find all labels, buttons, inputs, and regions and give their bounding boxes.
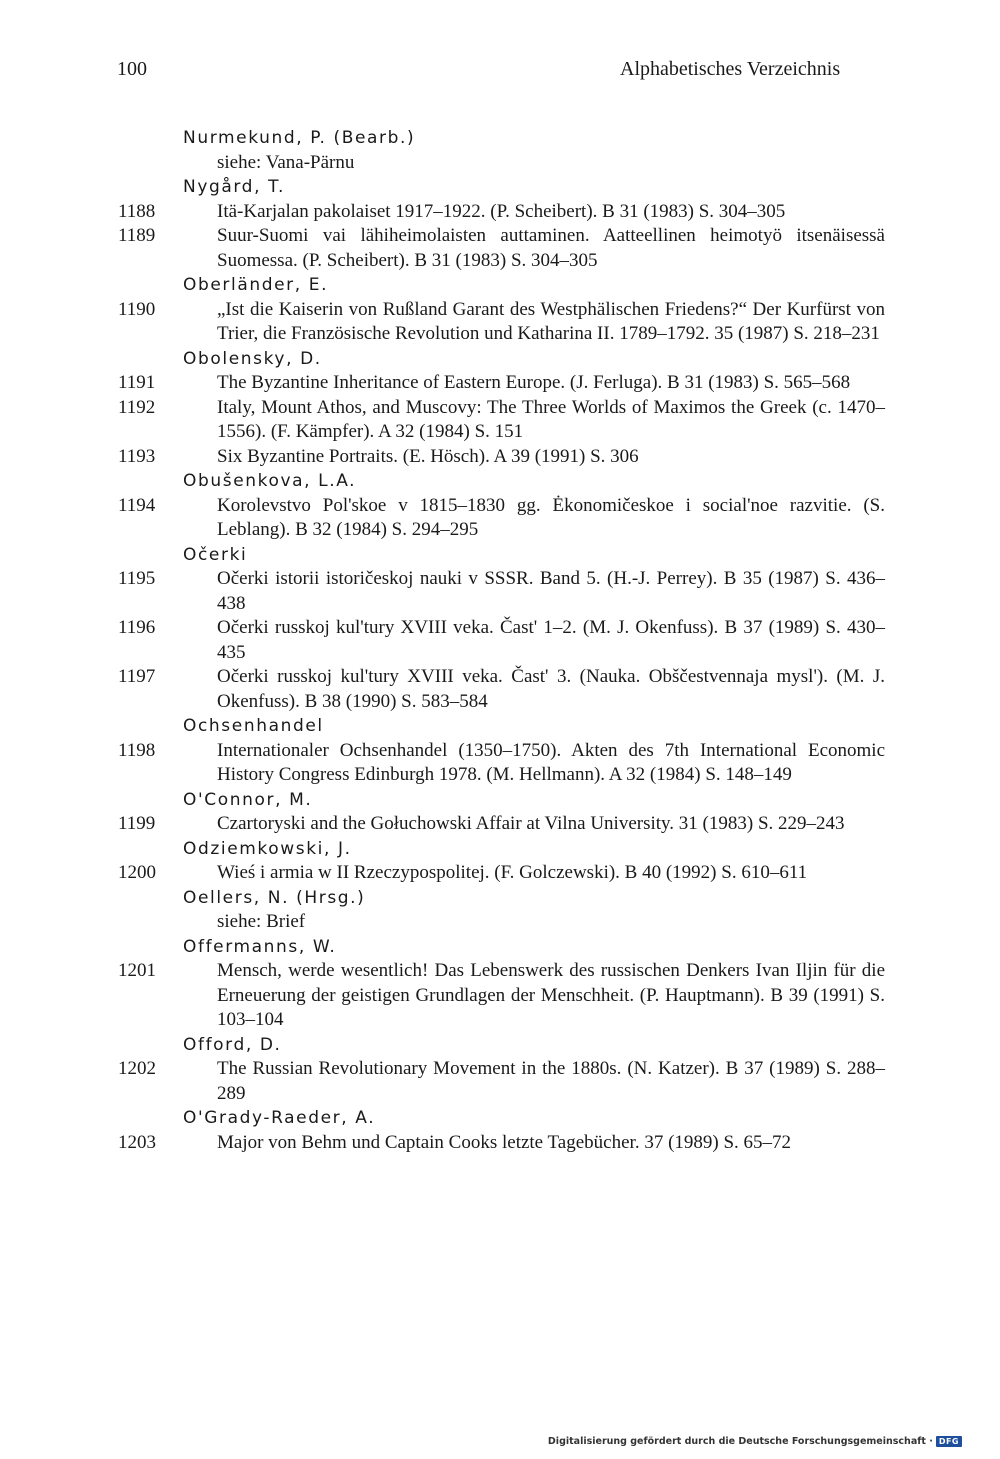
entry-number: 1189	[118, 225, 156, 246]
index-entry	[0, 1057, 1000, 1106]
entry-number: 1200	[118, 862, 156, 883]
entry-text: The Russian Revolutionary Movement in the 1880s. (N. Katzer). B 37 (1989) S. 288–289	[217, 1058, 885, 1104]
index-entry	[0, 739, 1000, 788]
author-heading: Oberländer, E.	[183, 275, 329, 295]
entry-number: 1199	[118, 813, 156, 834]
entry-number: 1188	[118, 200, 156, 222]
see-reference: siehe: Vana-Pärnu	[217, 151, 355, 173]
index-entry	[0, 665, 1000, 714]
index-list	[0, 126, 1000, 1155]
page-number: 100	[117, 58, 147, 80]
see-reference: siehe: Brief	[217, 911, 306, 932]
entry-text: Major von Behm und Captain Cooks letzte Tagebücher. 37 (1989) S. 65–72	[217, 1131, 792, 1153]
author-heading: Očerki	[183, 544, 248, 565]
index-entry	[0, 200, 1000, 225]
index-entry	[0, 396, 1000, 445]
digitization-footer	[548, 1436, 962, 1447]
entry-number: 1201	[118, 960, 156, 981]
entry-number: 1192	[118, 396, 156, 418]
author-heading: Ochsenhandel	[183, 716, 324, 736]
entry-text: Itä-Karjalan pakolaiset 1917–1922. (P. Scheibert). B 31 (1983) S. 304–305	[217, 200, 786, 222]
author-heading: O'Connor, M.	[183, 789, 313, 810]
index-entry	[0, 616, 1000, 665]
entry-number: 1196	[118, 617, 156, 638]
index-entry	[0, 494, 1000, 543]
running-title: Alphabetisches Verzeichnis	[620, 58, 841, 80]
index-entry	[0, 812, 1000, 837]
entry-text: Italy, Mount Athos, and Muscovy: The Three Worlds of Maximos the Greek (c. 1470–1556). (F. Kämpfer). A 32 (1984) S. 151	[217, 396, 885, 442]
entry-text: Očerki russkoj kul'tury XVIII veka. Čast' 1–2. (M. J. Okenfuss). B 37 (1989) S. 430–435	[217, 617, 885, 663]
author-heading: Obušenkova, L.A.	[183, 471, 357, 491]
entry-text: Wieś i armia w II Rzeczypospolitej. (F. Golczewski). B 40 (1992) S. 610–611	[217, 862, 808, 883]
entry-number: 1198	[118, 739, 156, 761]
index-entry	[0, 861, 1000, 886]
index-entry	[0, 298, 1000, 347]
entry-number: 1197	[118, 666, 156, 687]
entry-text: Czartoryski and the Gołuchowski Affair at Vilna University. 31 (1983) S. 229–243	[217, 813, 845, 834]
author-heading: Offermanns, W.	[183, 936, 337, 957]
index-entry	[0, 1131, 1000, 1156]
entry-number: 1203	[118, 1131, 156, 1153]
entry-text: Korolevstvo Pol'skoe v 1815–1830 gg. Ėkonomičeskoe i social'noe razvitie. (S. Leblang). B 32 (1984) S. 294–295	[217, 494, 885, 540]
entry-text: Očerki russkoj kul'tury XVIII veka. Čast' 3. (Nauka. Obščestvennaja mysl'). (M. J. Okenfuss). B 38 (1990) S. 583–584	[217, 666, 885, 712]
entry-text: Mensch, werde wesentlich! Das Lebenswerk des russischen Denkers Ivan Iljin für die Erneuerung der geistigen Grundlagen der Menschheit. (P. Hauptmann). B 39 (1991) S. 103–104	[217, 960, 885, 1030]
index-entry	[0, 224, 1000, 273]
entry-text: Očerki istorii istoričeskoj nauki v SSSR. Band 5. (H.-J. Perrey). B 35 (1987) S. 436–438	[217, 568, 885, 614]
entry-text: Internationaler Ochsenhandel (1350–1750). Akten des 7th International Economic History Congress Edinburgh 1978. (M. Hellmann). A 32 (1984) S. 148–149	[217, 739, 885, 785]
index-entry	[0, 371, 1000, 396]
author-heading: Nygård, T.	[183, 177, 286, 197]
author-heading: Obolensky, D.	[183, 348, 322, 369]
index-entry	[0, 567, 1000, 616]
entry-number: 1193	[118, 445, 156, 467]
entry-number: 1191	[118, 372, 156, 393]
entry-text: Six Byzantine Portraits. (E. Hösch). A 39 (1991) S. 306	[217, 445, 639, 467]
entry-number: 1190	[118, 298, 156, 320]
index-entry	[0, 959, 1000, 1033]
author-heading: Offord, D.	[183, 1034, 282, 1055]
entry-number: 1202	[118, 1058, 156, 1079]
entry-number: 1195	[118, 568, 156, 589]
dfg-logo-icon: DFG	[936, 1436, 962, 1447]
entry-text: The Byzantine Inheritance of Eastern Europe. (J. Ferluga). B 31 (1983) S. 565–568	[217, 372, 851, 393]
author-heading: Oellers, N. (Hrsg.)	[183, 887, 366, 908]
footer-text: Digitalisierung gefördert durch die Deutsche Forschungsgemeinschaft ·	[547, 1436, 933, 1447]
entry-number: 1194	[118, 494, 156, 516]
author-heading: O'Grady-Raeder, A.	[183, 1108, 376, 1128]
entry-text: „Ist die Kaiserin von Rußland Garant des Westphälischen Friedens?“ Der Kurfürst von Trier, die Französische Revolution und Katharina II. 1789–1792. 35 (1987) S. 218–231	[217, 298, 885, 344]
entry-text: Suur-Suomi vai lähiheimolaisten auttaminen. Aatteellinen heimotyö itsenäisessä Suomessa. (P. Scheibert). B 31 (1983) S. 304–305	[217, 225, 885, 271]
author-heading: Nurmekund, P. (Bearb.)	[183, 128, 416, 148]
author-heading: Odziemkowski, J.	[183, 838, 352, 859]
index-entry	[0, 445, 1000, 470]
